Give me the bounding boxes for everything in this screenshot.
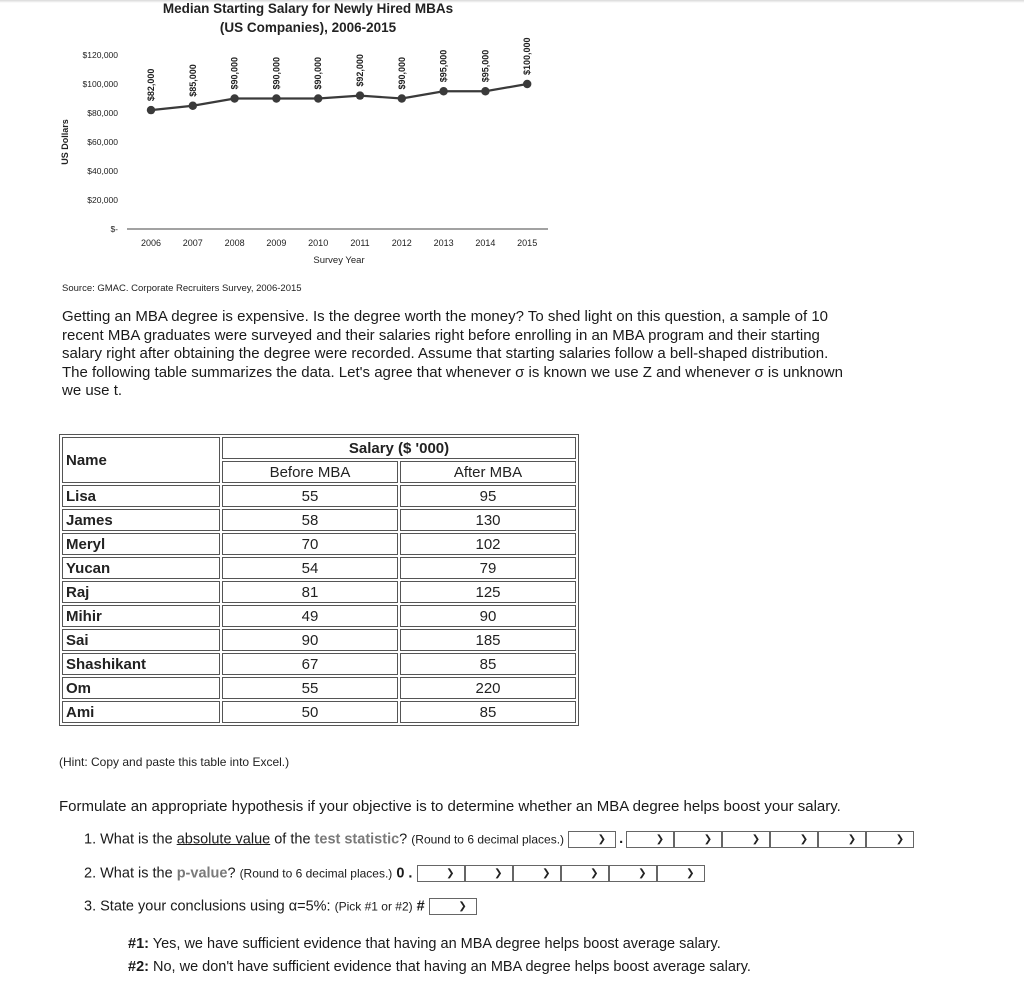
data-label: $95,000 (480, 49, 491, 83)
q3-number: 3. (84, 898, 97, 915)
option-1 (128, 936, 721, 952)
row-after-mba: 220 (400, 677, 576, 699)
q3-conclusion-dropdown[interactable] (429, 898, 477, 915)
q1-digit-3-dropdown[interactable] (722, 831, 770, 848)
x-tick-label: 2013 (433, 238, 454, 248)
chevron-down-icon: ❯ (895, 834, 905, 845)
row-name: Lisa (62, 485, 220, 507)
x-tick-label: 2011 (350, 238, 370, 248)
chevron-down-icon: ❯ (847, 834, 857, 845)
table-row (62, 629, 576, 651)
table-row (62, 485, 576, 507)
test-statistic-link[interactable]: test statistic (314, 831, 400, 848)
x-tick-label: 2007 (182, 238, 203, 248)
data-label: $90,000 (271, 56, 282, 90)
row-after-mba: 125 (400, 581, 576, 603)
data-point (189, 102, 197, 110)
q1-text-mid: of the (270, 831, 315, 848)
y-tick-label: $60,000 (87, 137, 118, 147)
name-column-header: Name (62, 437, 220, 483)
p-value-link[interactable]: p-value (176, 865, 228, 882)
option-1-label: #1: (128, 936, 149, 952)
x-tick-label: 2008 (224, 238, 245, 248)
table-row (62, 581, 576, 603)
row-after-mba: 95 (400, 485, 576, 507)
after-mba-header: After MBA (400, 461, 576, 483)
row-before-mba: 58 (222, 509, 398, 531)
row-name: Raj (62, 581, 220, 603)
salary-group-header: Salary ($ '000) (222, 437, 576, 459)
chevron-down-icon: ❯ (597, 834, 607, 845)
data-label: $90,000 (396, 56, 407, 90)
row-name: Om (62, 677, 220, 699)
row-before-mba: 90 (222, 629, 398, 651)
data-point (230, 94, 238, 102)
data-label: $90,000 (313, 56, 324, 90)
q2-digit-6-dropdown[interactable] (657, 865, 705, 882)
row-name: Sai (62, 629, 220, 651)
row-name: Yucan (62, 557, 220, 579)
row-before-mba: 55 (222, 485, 398, 507)
row-after-mba: 85 (400, 701, 576, 723)
q1-decimal-point: . (619, 831, 624, 848)
chevron-down-icon: ❯ (446, 868, 455, 879)
chevron-down-icon: ❯ (590, 868, 599, 879)
q2-digit-1-dropdown[interactable] (417, 865, 465, 882)
table-row (62, 677, 576, 699)
chevron-down-icon: ❯ (542, 868, 551, 879)
table-row (62, 509, 576, 531)
chart-title: Median Starting Salary for Newly Hired MBAs (162, 1, 454, 16)
data-point (439, 87, 447, 95)
salary-table (59, 434, 579, 726)
q1-text-pre: What is the (100, 831, 177, 848)
data-point (523, 80, 531, 88)
y-tick-label: $120,000 (82, 50, 118, 60)
absolute-value-link[interactable]: absolute value (176, 831, 271, 848)
row-before-mba: 67 (222, 653, 398, 675)
y-axis-label: US Dollars (60, 119, 70, 165)
q1-integer-dropdown[interactable] (568, 831, 616, 848)
q3-pick-note: (Pick #1 or #2) (334, 899, 413, 914)
data-label: $95,000 (438, 49, 449, 83)
q2-text-pre: What is the (100, 865, 177, 882)
chevron-down-icon: ❯ (703, 834, 713, 845)
data-point (481, 87, 489, 95)
table-row (62, 533, 576, 555)
row-after-mba: 85 (400, 653, 576, 675)
row-after-mba: 79 (400, 557, 576, 579)
data-label: $100,000 (522, 37, 533, 75)
x-tick-label: 2009 (266, 238, 287, 248)
q2-digit-4-dropdown[interactable] (561, 865, 609, 882)
q1-digit-5-dropdown[interactable] (818, 831, 866, 848)
q2-digit-2-dropdown[interactable] (465, 865, 513, 882)
y-tick-label: $80,000 (87, 108, 118, 118)
x-axis-label: Survey Year (313, 255, 365, 266)
chevron-down-icon: ❯ (494, 868, 503, 879)
row-before-mba: 49 (222, 605, 398, 627)
q2-round-note: (Round to 6 decimal places.) (239, 866, 393, 881)
data-point (356, 91, 364, 99)
row-name: Ami (62, 701, 220, 723)
chevron-down-icon: ❯ (638, 868, 647, 879)
question-1 (84, 831, 914, 848)
option-1-text: Yes, we have sufficient evidence that having an MBA degree helps boost average salary. (152, 936, 721, 952)
q1-number: 1. (84, 831, 97, 848)
chevron-down-icon: ❯ (751, 834, 761, 845)
q1-digit-4-dropdown[interactable] (770, 831, 818, 848)
y-tick-label: $20,000 (87, 195, 118, 205)
row-name: Mihir (62, 605, 220, 627)
q3-hash: # (416, 898, 425, 915)
x-tick-label: 2010 (308, 238, 329, 248)
q2-digit-5-dropdown[interactable] (609, 865, 657, 882)
q2-number: 2. (84, 865, 97, 882)
table-row (62, 653, 576, 675)
q1-round-note: (Round to 6 decimal places.) (411, 832, 565, 847)
question-2 (84, 865, 705, 882)
data-label: $82,000 (146, 68, 156, 102)
option-2-text: No, we don't have sufficient evidence that having an MBA degree helps boost average salary. (153, 959, 751, 975)
row-after-mba: 90 (400, 605, 576, 627)
row-before-mba: 50 (222, 701, 398, 723)
hint-text: (Hint: Copy and paste this table into Excel.) (59, 755, 290, 769)
row-before-mba: 54 (222, 557, 398, 579)
y-tick-label: $40,000 (87, 166, 118, 176)
q2-prefix: 0 . (396, 865, 413, 882)
data-point (272, 94, 280, 102)
x-tick-label: 2012 (391, 238, 412, 248)
table-row (62, 701, 576, 723)
chevron-down-icon: ❯ (655, 834, 665, 845)
q2-digit-3-dropdown[interactable] (513, 865, 561, 882)
row-name: Shashikant (62, 653, 220, 675)
row-after-mba: 185 (400, 629, 576, 651)
q1-digit-2-dropdown[interactable] (674, 831, 722, 848)
data-label: $90,000 (229, 56, 240, 90)
q1-digit-1-dropdown[interactable] (626, 831, 674, 848)
row-after-mba: 102 (400, 533, 576, 555)
table-row (62, 557, 576, 579)
y-tick-label: $100,000 (82, 79, 118, 89)
data-label: $92,000 (355, 54, 365, 87)
chart-source: Source: GMAC. Corporate Recruiters Survey, 2006-2015 (62, 283, 302, 294)
intro-paragraph: Getting an MBA degree is expensive. Is the degree worth the money? To shed light on this question, a sample of 10 recent MBA graduates were surveyed and their salaries right before enrolling in an MBA program and their starting salary right after obtaining the degree were recorded. Assume that starting salaries follow a bell-shaped distribution. The following table summarizes the data. Let's agree that whenever σ is known we use Z and whenever σ is unknown we use t. (62, 308, 843, 400)
data-point (147, 106, 155, 114)
row-name: James (62, 509, 220, 531)
row-before-mba: 70 (222, 533, 398, 555)
q1-text-post: ? (399, 831, 408, 848)
before-mba-header: Before MBA (222, 461, 398, 483)
chevron-down-icon: ❯ (458, 901, 467, 912)
q1-digit-6-dropdown[interactable] (866, 831, 914, 848)
option-2 (128, 959, 751, 975)
q3-text: State your conclusions using α=5%: (100, 898, 331, 915)
series-line (151, 84, 527, 110)
chart-subtitle: (US Companies), 2006-2015 (219, 20, 397, 35)
row-before-mba: 55 (222, 677, 398, 699)
data-point (398, 94, 406, 102)
row-name: Meryl (62, 533, 220, 555)
formulate-instruction: Formulate an appropriate hypothesis if your objective is to determine whether an MBA degree helps boost your salary. (59, 798, 841, 815)
x-tick-label: 2015 (517, 238, 538, 248)
x-tick-label: 2014 (475, 238, 496, 248)
q2-text-post: ? (227, 865, 236, 882)
row-after-mba: 130 (400, 509, 576, 531)
salary-line-chart (0, 0, 560, 282)
x-tick-label: 2006 (140, 238, 162, 248)
option-2-label: #2: (128, 959, 149, 975)
question-3 (84, 898, 477, 915)
data-label: $85,000 (187, 64, 198, 97)
table-row (62, 605, 576, 627)
row-before-mba: 81 (222, 581, 398, 603)
chevron-down-icon: ❯ (799, 834, 809, 845)
chevron-down-icon: ❯ (686, 868, 695, 879)
data-point (314, 94, 322, 102)
y-tick-label: $- (110, 224, 118, 234)
